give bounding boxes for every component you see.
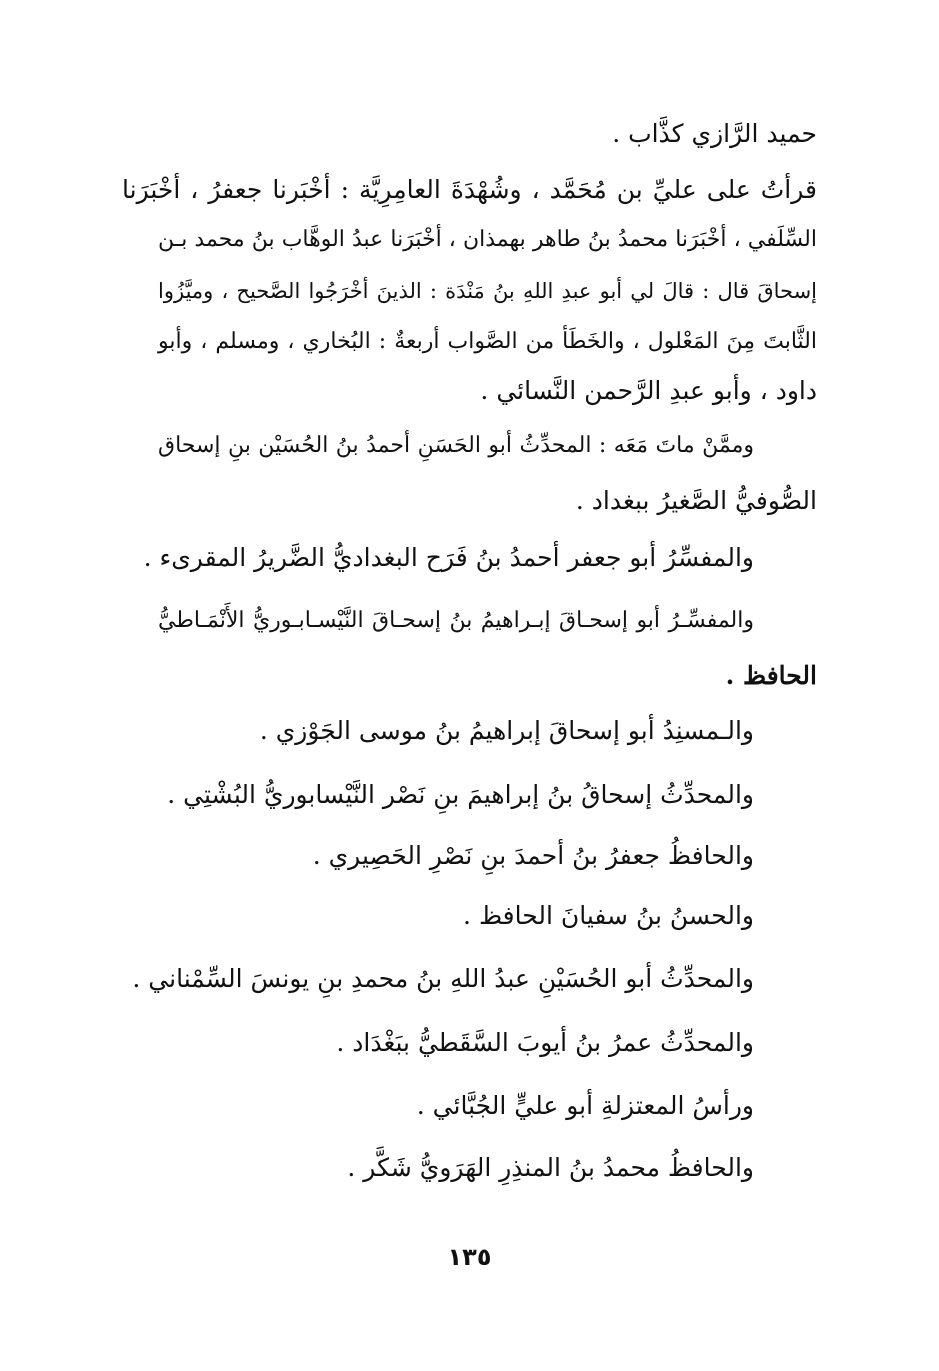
text-line-17: والمحدِّثُ عمرُ بنُ أيوبَ السَّقَطيُّ ببَغْدَاد . bbox=[336, 1028, 754, 1057]
text-line-9: والمفسِّرُ أبو جعفر أحمدُ بنُ فَرَح البغداديُّ الضَّريرُ المقرىء . bbox=[143, 543, 754, 572]
text-line-13: والمحدِّثُ إسحاقُ بنُ إبراهيمَ بنِ نَصْر النَّيْسابوريُّ البُشْتِي . bbox=[167, 780, 754, 809]
text-line-11: الحافظ . bbox=[725, 661, 817, 690]
text-line-10: والمفسِّـرُ أبو إسحـاقَ إبـراهيمُ بنُ إسحـاقَ النَّيْسـابـوريُّ الأَنْمَـاطيُّ bbox=[158, 608, 754, 633]
text-line-16: والمحدِّثُ أبو الحُسَيْنِ عبدُ اللهِ بنُ محمدِ بنِ يونسَ السِّمْناني . bbox=[132, 964, 754, 993]
text-line-2: قرأتُ على عليِّ بن مُحَمَّد ، وشُهْدَةَ العامِرِيَّة : أخْبَرنا جعفرُ ، أخْبَرَنا bbox=[122, 175, 817, 204]
text-line-18: ورأسُ المعتزلةِ أبو عليٍّ الجُبَّائي . bbox=[416, 1091, 754, 1120]
page-number: ١٣٥ bbox=[447, 1243, 492, 1271]
text-line-8: الصُّوفيُّ الصَّغيرُ ببغداد . bbox=[575, 486, 817, 515]
text-line-15: والحسنُ بنُ سفيانَ الحافظ . bbox=[463, 901, 754, 930]
text-line-19: والحافظُ محمدُ بنُ المنذِرِ الهَرَويُّ شَكَّر . bbox=[347, 1153, 754, 1182]
text-line-5: الثَّابتَ مِنَ المَعْلول ، والخَطَأ من الصَّواب أربعةٌ : البُخاري ، ومسلم ، وأبو bbox=[158, 329, 817, 354]
text-line-12: والـمسنِدُ أبو إسحاقَ إبراهيمُ بنُ موسى الجَوْزي . bbox=[259, 716, 754, 745]
text-line-14: والحافظُ جعفرُ بنُ أحمدَ بنِ نَصْرِ الحَصِيري . bbox=[312, 841, 754, 870]
text-line-4: إسحاقَ قال : قالَ لي أبو عبدِ اللهِ بنُ مَنْدَة : الذينَ أخْرَجُوا الصَّحيح ، وميَّزُوا bbox=[158, 279, 817, 303]
text-line-1: حميد الرَّازي كذَّاب . bbox=[612, 119, 817, 148]
text-line-3: السِّلَفي ، أخْبَرَنا محمدُ بنُ طاهر بهمذان ، أخْبَرَنا عبدُ الوهَّاب بنُ محمد بـن bbox=[158, 227, 817, 252]
text-line-6: داود ، وأبو عبدِ الرَّحمن النَّسائي . bbox=[480, 376, 817, 405]
text-line-7: وممَّنْ ماتَ مَعَه : المحدِّثُ أبو الحَسَنِ أحمدُ بنُ الحُسَيْن بنِ إسحاق bbox=[158, 433, 754, 458]
